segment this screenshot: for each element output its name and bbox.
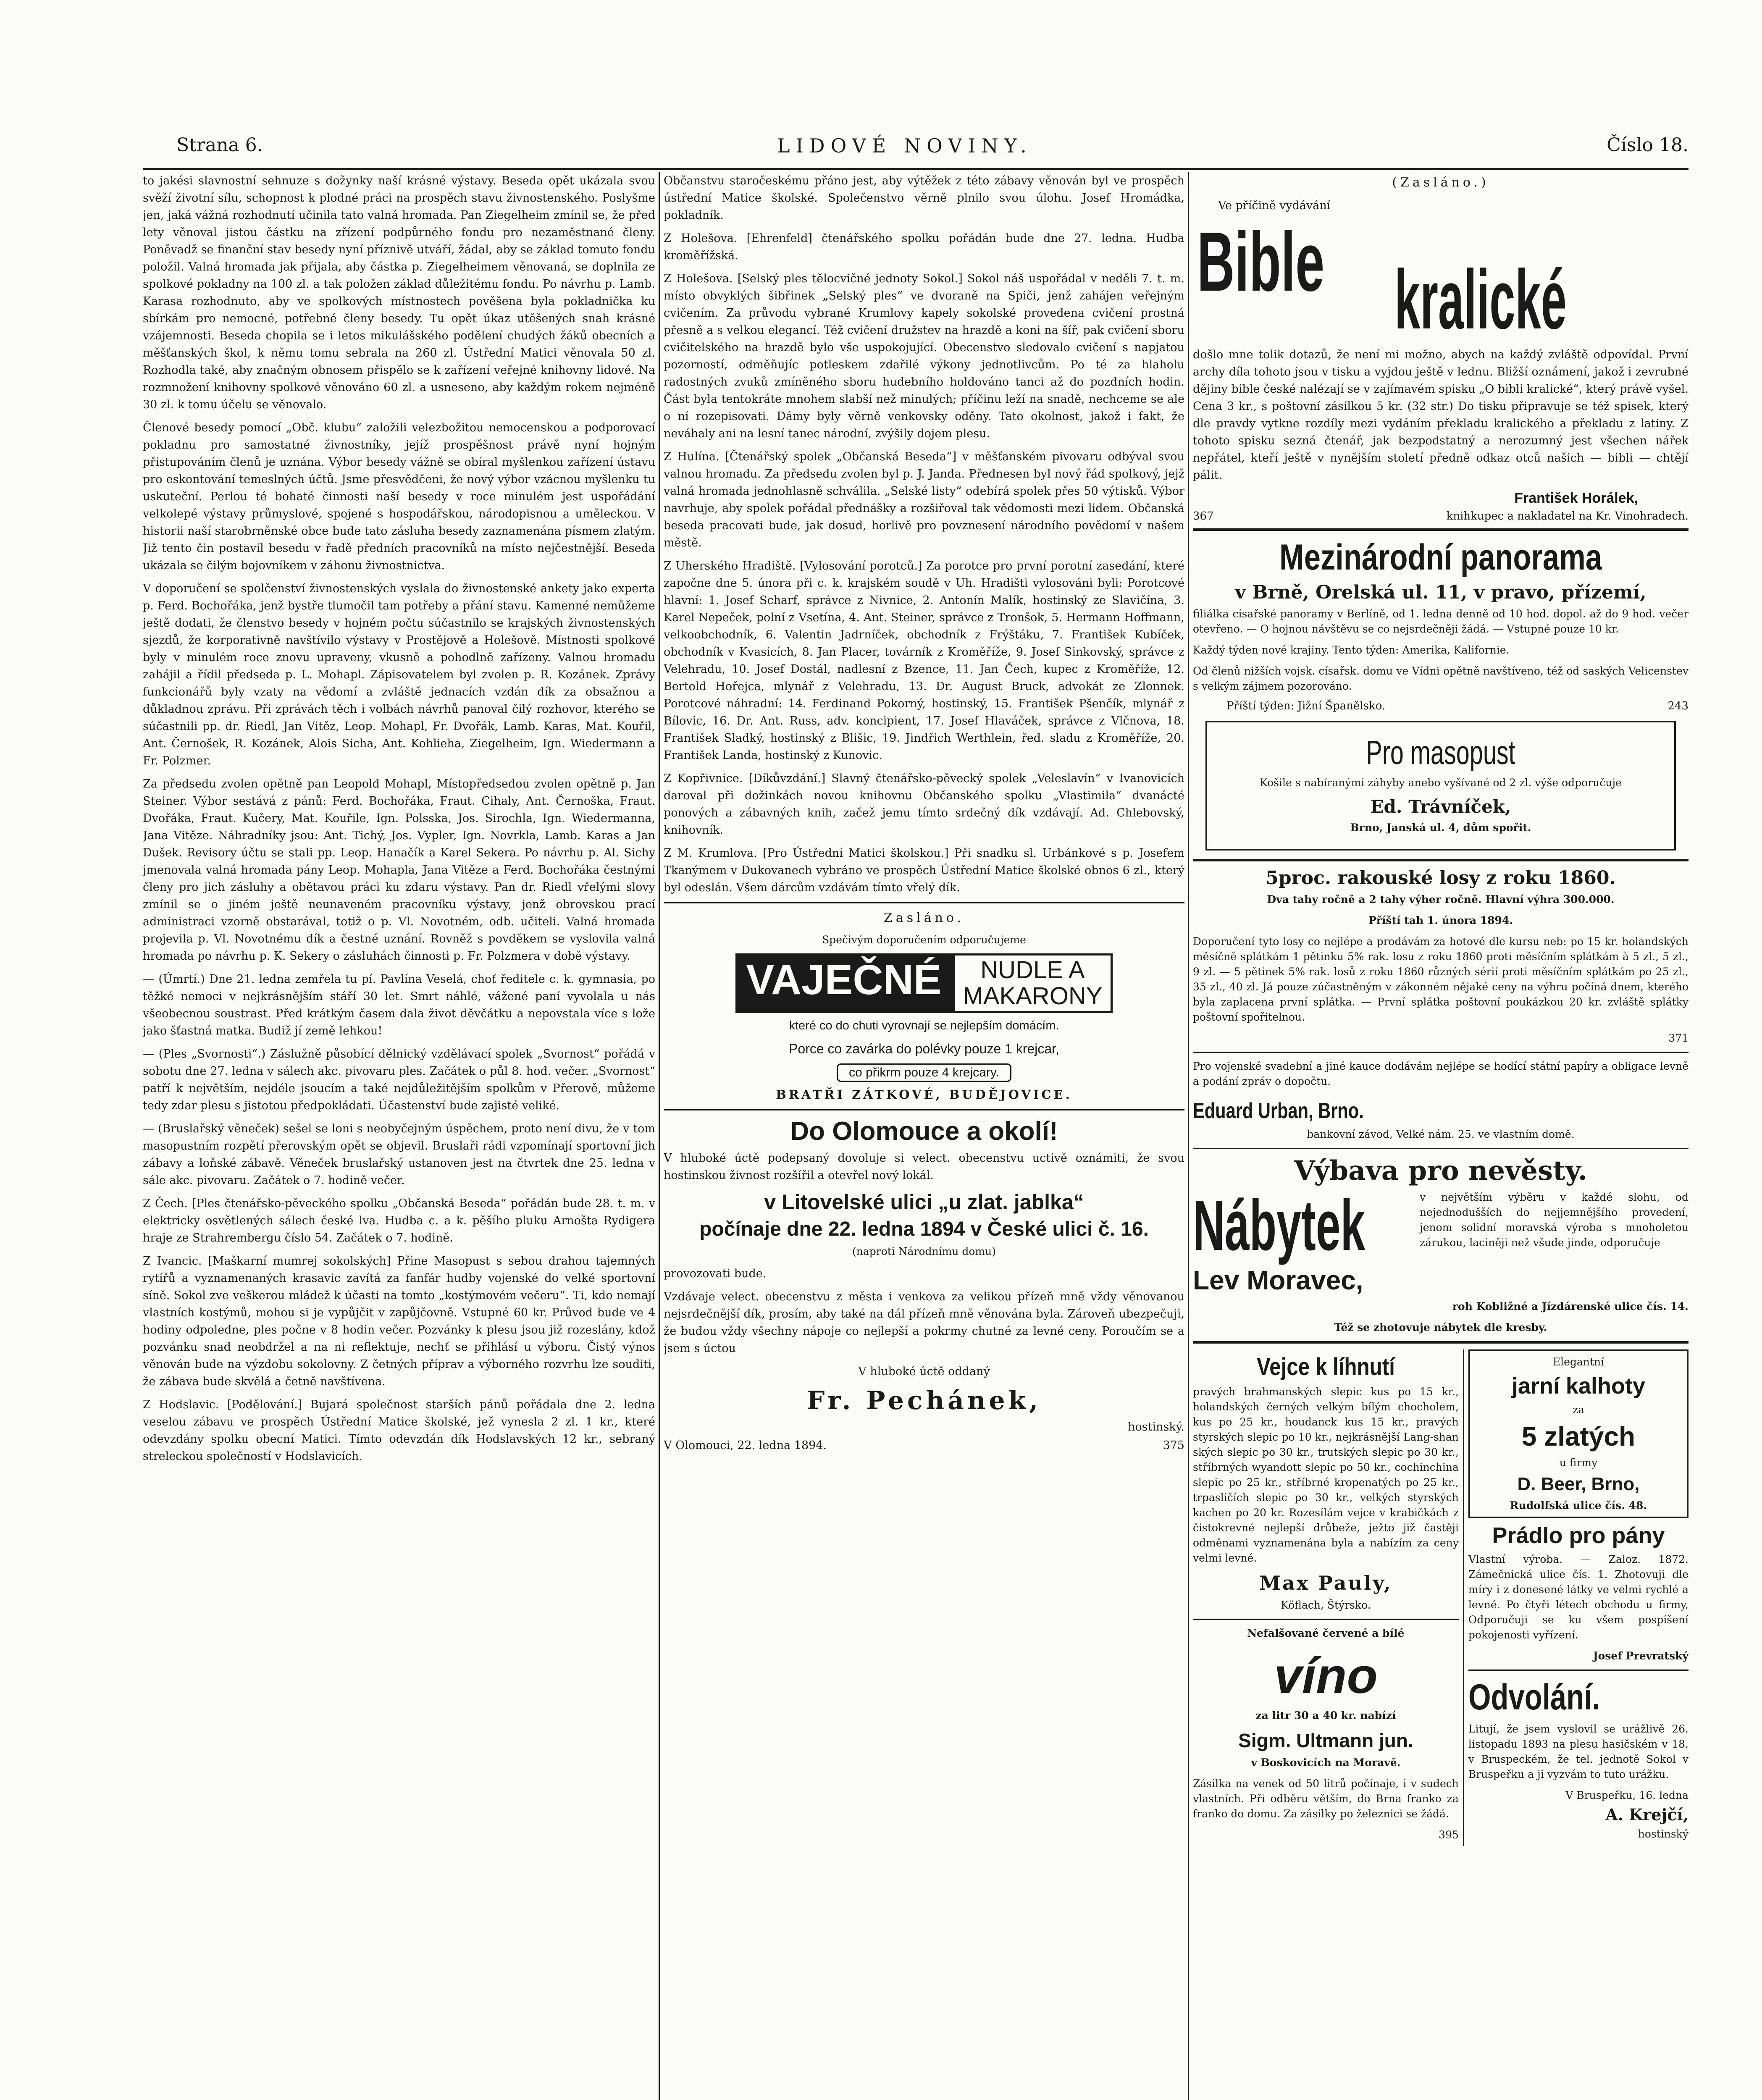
masopust-text: Košile s nabíranými záhyby anebo vyšívané od 2 zl. výše odporučuje — [1260, 777, 1622, 789]
nabytek-text: v největším výběru v každé slohu, od nejednodušších do nejjemnějšího provedení, jenom solidní moravská výroba s mnoholetou zárukou, laciněji než všude jinde, odporučuje — [1420, 1191, 1688, 1249]
page-header — [176, 134, 1688, 168]
olomouc-greeting: V hluboké úctě oddaný — [858, 1365, 990, 1378]
pradlo-name: Josef Prevratský — [1593, 1650, 1688, 1662]
issue-number: Číslo 18. — [1607, 134, 1688, 156]
olomouc-role: hostinský. — [1128, 1420, 1184, 1433]
ad-number: 243 — [1667, 700, 1688, 712]
panorama-title: Mezinárodní panorama — [1279, 537, 1602, 578]
column-middle — [664, 172, 1184, 2100]
bible-title — [1193, 215, 1688, 346]
masopust-address: Brno, Janská ul. 4, dům spořit. — [1350, 822, 1531, 834]
bible-title-word: kralické — [1394, 253, 1567, 346]
ultmann-text: Zásilka na venek od 50 litrů počínaje, i v sudech vlastních. Při odběru větším, do Brna franko za franko do domu. Za zásilky po železnici se žádá. — [1193, 1777, 1459, 1820]
article-paragraph: Z Kopřivnice. [Díkůvzdání.] Slavný čtenářsko-pěvecký spolek „Veleslavín“ v Ivanovicích daroval při dožinkách novou knihovnu Občanského spolku „Vlastimila“ dvanácté ponových a zábavných knih, začež jemu tímto srdečný dík vzdávají. Ad. Chlebovský, knihovník. — [664, 772, 1184, 837]
losy-title: 5proc. rakouské losy z roku 1860. — [1266, 867, 1616, 889]
article-paragraph: Z Hodslavic. [Podělování.] Bujará společnost starších pánů pořádala dne 2. ledna veselou zábavu ve prospěch Ústřední Matice školské, jež vynesla 2 zl. 1 kr., které odevzdány spolku obecní Matici. Tímto odevzdán dík Hodslavských 12 kr., sebraný streleckou společností v Hodslavicích. — [143, 1398, 655, 1463]
elegant-price: 5 zlatých — [1521, 1421, 1636, 1452]
vino-top: Nefalšované červené a bílé — [1247, 1627, 1405, 1639]
panorama-text: filiálka císařské panoramy v Berlíně, od 1. ledna denně od 10 hod. dopol. až do 9 hod. večer otevřeno. — O hojnou návštěvu se co nejsrdečněji žádá. — Vstupné pouze 10 kr. — [1193, 608, 1688, 635]
olomouc-note: (naproti Národnímu domu) — [852, 1245, 996, 1257]
article-paragraph: Občanstvu staročeskému přáno jest, aby výtěžek z této zábavy věnován byl ve prospěch ústřední Matice školské. Společenstvo věrně plnilo svou úlohu. Josef Hromádka, pokladník. — [664, 174, 1184, 222]
elegant-name: D. Beer, Brno, — [1517, 1474, 1640, 1494]
article-paragraph: V doporučení se spolčenství živnostenských vyslala do živnostenské ankety jako experta p. Ferd. Bochořáka, jenž bystře tlumočil tam potřeby a přání stavu. Kamenné nemůžeme ještě dodati, že členstvo besedy v hojném počtu súčastnilo se krajských živnostenských sjezdů, že korporativně navštívilo výstavy v Prostějově a Holešově. Místnosti spolkové byly v minulém roce znovu upraveny, vkusně a pohodlně zařízeny. Valnou hromadu zahájil a řídil předseda p. L. Mohapl. Zápisovatelem byl zvolen p. R. Kozánek. Zprávy funkcionářů byly vzaty na vědomí a zvláště jednacích vzdán dík za obsažnou a důkladnou zprávu. Při zprávách těch i volbách návrhů panoval čilý rozhovor, kterého se súčastnili pp. dr. Riedl, Jan Vitěz, Leop. Mohapl, Fr. Dvořák, Lamb. Karas, Mat. Kouřil, Ant. Černošek, R. Kozánek, Alois Sicha, Ant. Kohlieha, Ziegelheim, Ign. Wiedermann a Fr. Polzmer. — [143, 582, 655, 767]
article-paragraph: Z Holešova. [Selský ples tělocvičné jednoty Sokol.] Sokol náš uspořádal v neděli 7. t. m. místo obvyklých šibřinek „Selský ples“ ve dvoraně na Spiči, jenž zahájen veřejným cvičením. Za průvodu vybrané Krumlovy kapely sokolské provedena cvičení prostná přesně a s velkou elegancí. Též cvičení družstev na hrazdě a koni na šíř, pak cvičení sboru cvičitelského na hrazdě bylo vše uspokojující. Obecenstvo sledovalo cvičení s napjatou pozorností, odměňujíc potleskem zdařilé výkony jednotlivcům. Po té za hlaholu radostných zvuků zmíněného sboru hudebního holdováno tanci až do pozdních hodin. Část byla tentokráte mnohem slabší než minulých; příčinu leží na snadě, nechceme se ale o ní rozepisovati. Dámy byly věrně venkovsky oděny. Tato okolnost, jakož i fakt, že neváhaly ani na lesní tanec národní, zvýšily dojem plesu. — [664, 272, 1184, 440]
bible-intro: Ve příčině vydávání — [1218, 199, 1331, 212]
panorama-text: Od členů nižších vojsk. císařsk. domu ve Vídni opětně navštíveno, též od saských Velicenstev s velkým zájmem pozorováno. — [1193, 665, 1688, 692]
ad-subtitle: Spečivým doporučením odporučujeme — [822, 934, 1026, 946]
article-paragraph: Z Ivancic. [Maškarní mumrej sokolských] Přine Masopust s sebou drahou tajemných rytířů a vyznamenaných krasavic zavítá za fanfár hudby vojenské do velké sportovní síně. Sokol zve veškerou mládež k účasti na tomto „kostýmovém večeru“. Ti, kdo nemají vlastních kostýmů, mohou si je vypůjčit v zapůjčovně. Vstupné 60 kr. Průvod bude ve 4 hodiny odpoledne, ples počne v 8 hodin večer. Pozvánky k plesu jsou již rozeslány, kdož pozvánku snad neobdržel a na ni reflektuje, nechť se přihlásí u výboru. Čistý výnos věnován bude na výzdobu sokolovny. Z četných příprav a výborného rozvrhu lze souditi, že zábava bude skvělá a četně navštívena. — [143, 1255, 655, 1388]
urban-text: Pro vojenské svadební a jiné kauce dodávám nejlépe se hodící státní papíry a obligace levně a podání zpráv o dopočtu. — [1193, 1060, 1688, 1087]
masopust-title: Pro masopust — [1366, 734, 1515, 771]
article-paragraph: Z M. Krumlova. [Pro Ústřední Matici školskou.] Při snadku sl. Urbánkové s p. Josefem Tkanýmem v Dukovanech vybráno ve prospěch Ústřední Matice školské obnos 6 zl., který byl odeslán. Všem dárcům vzdávám tímto vřelý dík. — [664, 847, 1184, 894]
urban-name: Eduard Urban, Brno. — [1193, 1099, 1364, 1123]
nabytek-note: Též se zhotovuje nábytek dle kresby. — [1334, 1321, 1547, 1334]
ad-number: 371 — [1668, 1032, 1688, 1044]
urban-address: bankovní závod, Velké nám. 25. ve vlastním domě. — [1307, 1128, 1575, 1140]
nabytek-name: Lev Moravec, — [1193, 1265, 1363, 1295]
article-paragraph: — (Bruslařský věneček) sešel se loni s neobyčejným úspěchem, proto není divu, že v tom masopustním rozpětí přerovským opět se objevil. Bruslaři rádi vzpomínají sportovní jich zábavy a loňské zábavě. Věneček bruslařský ustanoven jest na čtvrtek dne 25. ledna v sále akc. pivovaru. Začátek o 7. hodině večer. — [143, 1122, 655, 1187]
nabytek-title: Nábytek — [1193, 1186, 1365, 1265]
odvolani-title: Odvolání. — [1468, 1677, 1600, 1717]
nudle-logo — [664, 953, 1184, 1013]
panorama-next: Příští týden: Jižní Španělsko. — [1226, 700, 1386, 712]
right-strip — [1463, 1349, 1688, 1846]
article-paragraph: Z Čech. [Ples čtenářsko-pěveckého spolku „Občanská Beseda“ pořádán bude 28. t. m. v elektricky osvětlených sálech české lva. Hudba c. a k. pěšího pluku Arnošta Rydigera hraje ze Strahrembergu číslo 54. Začátek o 7. hodině. — [143, 1197, 655, 1244]
section-rule — [1193, 528, 1688, 531]
column-divider — [1188, 172, 1189, 2100]
ultmann-name: Sigm. Ultmann jun. — [1238, 1730, 1413, 1751]
section-rule — [664, 1109, 1184, 1110]
olomouc-text: Vzdávaje velect. obecenstvu z města i venkova za velikou přízeň mně vždy věnovanou nejsrdečnější dík, prosím, aby také na dál přízeň mně věnována byla. Zároveň ubezpečuji, že budou vždy všechny nápoje co nejlepší a pokrmy chutné za levné ceny. Poroučím se a jsem s úctou — [664, 1290, 1184, 1355]
masopust-ad — [1205, 721, 1676, 850]
ad-number: 367 — [1193, 510, 1214, 522]
vino-title: víno — [1274, 1648, 1378, 1704]
vybava-title: Výbava pro nevěsty. — [1294, 1155, 1587, 1186]
olomouc-signature: Fr. Pechánek, — [806, 1386, 1042, 1415]
vino-text: za litr 30 a 40 kr. nabízí — [1255, 1709, 1396, 1722]
odvolani-text: Litují, že jsem vyslovil se urážlivě 26. listopadu 1893 na plesu hasičském v 18. v Bruspeckém, že tel. jednotě Sokol v Bruspeřku a ji vyzvám to tuto urážku. — [1468, 1723, 1688, 1780]
section-rule — [664, 902, 1184, 903]
nudle-logo-dark: VAJEČNÉ — [735, 953, 953, 1013]
panorama-address: v Brně, Orelská ul. 11, v pravo, přízemí, — [1235, 582, 1646, 603]
newspaper-title: LIDOVÉ NOVINY. — [777, 134, 1032, 157]
ad-price-pill: co přikrm pouze 4 krejcary. — [837, 1063, 1011, 1082]
page-number: Strana 6. — [176, 134, 263, 156]
column-divider — [659, 172, 660, 2100]
elegant-title: jarní kalhoty — [1511, 1373, 1645, 1399]
column-right — [1193, 172, 1688, 2100]
elegant-address: Rudolfská ulice čís. 48. — [1510, 1499, 1647, 1512]
section-rule — [1468, 1670, 1688, 1671]
column-left — [143, 172, 655, 2100]
header-rule — [143, 168, 1688, 170]
losy-text: Doporučení tyto losy co nejlépe a prodávám za hotové dle kursu neb: po 15 kr. holandských měsíčně splátkám 1 pětinku 5% rak. losu z roku 1860 proti měsíčním splátkám à 5 zl., 5 zl., 9 zl. — 5 pětinek 5% rak. losů z roku 1860 různých sérií proti měsíčním splátkám po 25 zl., 35 zl., 40 zl. Já pouze zúčastněným v zákonném nějaké ceny na výhru počíná dnem, kterého byla zaplacena první splátka. — První splátka poštovní poukázkou 20 kr. zvláště splátky poštovní spořitelnou. — [1193, 935, 1688, 1023]
losy-subtitle: Dva tahy ročně a 2 tahy výher ročně. Hlavní výhra 300.000. — [1267, 893, 1615, 906]
bible-signature: František Horálek, — [1514, 490, 1638, 506]
pradlo-text: Vlastní výroba. — Zaloz. 1872. Zámečnická ulice čís. 1. Zhotovuji dle míry i z donesené látky ve velmi rychlé a levné. Po čtyři létech obchodu u firmy, Odporučuji se ku všem pospíšení pokojenosti vyřízení. — [1468, 1553, 1688, 1641]
patty-address: Köflach, Štýrsko. — [1281, 1599, 1371, 1611]
bible-title-word: Bible — [1197, 215, 1325, 309]
vejce-ad — [1193, 1349, 1459, 1846]
ultmann-address: v Boskovicích na Moravě. — [1251, 1756, 1401, 1769]
nudle-logo-light — [953, 953, 1113, 1013]
elegant-za: za — [1572, 1404, 1584, 1416]
odvolani-name: A. Krejčí, — [1605, 1805, 1688, 1824]
elegant-top: Elegantní — [1552, 1356, 1604, 1368]
zaslano-heading: (Zasláno.) — [1392, 175, 1489, 190]
masopust-name: Ed. Trávníček, — [1370, 796, 1511, 817]
odvolani-role: hostinský — [1638, 1828, 1688, 1840]
article-paragraph: Z Holešova. [Ehrenfeld] čtenářského spolku pořádán bude dne 27. ledna. Hudba kroměřížská. — [664, 232, 1184, 262]
olomouc-date: počínaje dne 22. ledna 1894 v České ulici č. 16. — [699, 1218, 1149, 1240]
vejce-text: pravých brahmanských slepic kus po 15 kr., holandských černých velkým bílým chocholem, kus po 25 kr., houdanck kus 15 kr., pravých styrských slepic po 10 kr., nejkrásnější Lang-shan ských slepic po 30 kr., trutských slepic po 30 kr., stříbrných wyandott slepic po 50 kr., cochinchina slepic po 25 kr., stříbrné kropenatých po 25 kr., trpasličích slepic po 30 kr., velkých styrských kachen po 20 kr. Rozesílám vejce v krabičkách z čistokrevné nejlepší drůbeže, ježto již častěji odměnami vyznamenána byla a nabízím za ceny velmi levné. — [1193, 1386, 1459, 1564]
article-paragraph: — (Ples „Svornosti“.) Záslužně působící dělnický vzdělávací spolek „Svornost“ pořádá v sobotu dne 27. ledna v sálech akc. pivovaru ples. Začátek o půl 8. hod. večer. „Svornost“ patří k největším, nejdéle jsoucím a také nejdůležitějším spolkům v Přerově, můžeme tedy zdar plesu s jistotou předpokládati. Účastenství bude zajisté veliké. — [143, 1047, 655, 1112]
nudle-logo-line: MAKARONY — [963, 982, 1103, 1010]
ad-brand: BRATŘI ZÁTKOVÉ, BUDĚJOVICE. — [776, 1087, 1072, 1102]
ad-number: 375 — [1163, 1439, 1184, 1452]
elegant-firm: u firmy — [1559, 1457, 1598, 1469]
olomouc-street: v Litovelské ulici „u zlat. jablka“ — [764, 1190, 1084, 1214]
olomouc-text: provozovati bude. — [664, 1267, 767, 1280]
nudle-logo-line: NUDLE A — [980, 956, 1085, 984]
article-paragraph: Z Hulína. [Čtenářský spolek „Občanská Beseda“] v měšťanském pivovaru odbýval svou valnou hromadu. Za předsedu zvolen byl p. J. Janda. Přednesen byl nový řád spolkový, jejž valná hromada jednohlasně schválila. „Selské listy“ odebírá spolek přes 50 výtisků. Výbor navrhuje, aby spolek pořádal přednášky a rozšiřoval tak vědomosti mezi lidem. Občanská beseda pracovati bude, jak dosud, horlivě pro povznesení národního povědomí v našem městě. — [664, 450, 1184, 549]
bible-text: došlo mne tolik dotazů, že není mi možno, abych na každý zvláště odpovídal. První archy díla tohoto jsou v tisku a vyjdou ještě v lednu. Bližší oznámení, jakož i zevrubné dějiny bible české nalézají se v zajímavém spisku „O bibli kralické“, který právě vyšel. Cena 3 kr., s poštovní zásilkou 5 kr. (32 str.) Do tisku připravuje se též spisek, který dle pravdy vytkne rozdíly mezi vydáním překladu kralického a překladu z latiny. Z tohoto spisku sezná čtenář, jak bezpodstatný a nerozumný jest všechen nářek nepřátel, kteří ještě v nynějším století předně odkaz otců našich — bibli — chtějí pálit. — [1193, 348, 1688, 482]
article-paragraph: Z Uherského Hradiště. [Vylosování porotců.] Za porotce pro první porotní zasedání, které započne dne 5. února při c. k. krajském soudě v Uh. Hradišti vylosováni byli: Porotcové hlavní: 1. Josef Scharf, správce z Nivnice, 2. Antonín Malík, hostinský ze Slavičína, 3. Karel Nepeček, polní z Vsetína, 4. Ant. Steiner, správce z Tronšok, 5. Hermann Hoffmann, velkoobchodník, 6. Valentin Jadrníček, obchodník z Frýštáku, 7. František Kubíček, obchodník v Kvasicích, 8. Jan Placer, továrník z Kroměříže, 9. Josef Sinkovský, správce z Velehradu, 10. Josef Dostál, nadlesní z Bzence, 11. Jan Čech, kupec z Kroměříže, 12. Bertold Hořejca, mlynář z Velehradu, 13. Dr. August Bruck, advokát ze Zlonnek. Porotcové náhradní: 14. Ferdinand Pokorný, hostinský, 15. František Pšenčík, mlynář z Bílovic, 16. Dr. Ant. Russ, adv. koncipient, 17. Josef Hlaváček, správce z Vlčnova, 18. František Sladký, hostinský z Blišic, 19. Jindřich Werthlein, řed. sladu z Kroměříže, 20. František Landa, hostinský z Kunovic. — [664, 559, 1184, 762]
section-rule — [1193, 1619, 1459, 1620]
pradlo-title: Prádlo pro pány — [1492, 1523, 1665, 1548]
section-rule — [1193, 859, 1688, 861]
losy-subtitle: Příští tah 1. února 1894. — [1368, 914, 1513, 927]
bible-signature-role: knihkupec a nakladatel na Kr. Vinohradech. — [1446, 510, 1688, 522]
panorama-week: Každý týden nové krajiny. Tento týden: Amerika, Kalifornie. — [1193, 644, 1510, 656]
zaslano-heading: Zasláno. — [884, 911, 964, 925]
article-paragraph: — (Úmrtí.) Dne 21. ledna zemřela tu pí. Pavlína Veselá, choť ředitele c. k. gymnasia, po těžké nemoci v nejkrásnějším stáří 30 let. Smrt náhlé, vážené paní vyvolala u nás všeobecnou soustrast. Před krátkým časem dala život děvčátku a nepovstala více s lože jako šťastná matka. Budiž jí země lehkou! — [143, 973, 655, 1037]
article-paragraph: Za předsedu zvolen opětně pan Leopold Mohapl, Místopředsedou zvolen opětně p. Jan Steiner. Výbor sestává z pánů: Ferd. Bochořáka, Fraut. Cihaly, Ant. Černoška, Fraut. Dvořáka, Fraut. Kučery, Mat. Kouřile, Ign. Polsska, Jos. Sirochla, Ign. Wiedermanna, Jana Vitěze. Náhradníky jsou: Ant. Tichý, Jos. Vypler, Ign. Novrkla, Lamb. Karas a Jan Dušek. Revisory účtu se stali pp. Leop. Hanačík a Karel Sekera. Po návrhu p. Al. Sichy jmenovala valná hromada pány Leop. Mohapla, Jana Vitěze a Ferd. Bochořáka čestnými členy pro jich zásluhy a obětavou práci ku zdaru výstavy. Pan dr. Riedl vřelými slovy zmínil se o jiném ještě neunaveném pracovníku výstavy, jenž obrovskou prací administraci vzorně obstarával, totiž o p. Vl. Novotném, odb. učiteli. Valná hromada projevila p. Vl. Novotnému dík a čestné uznání. Rovněž s povděkem se vyslovila valná hromada po návrhu p. K. Sekery o zásluhách činnosti p. Fr. Polzmera v době výstavy. — [143, 777, 655, 963]
section-rule — [1193, 1052, 1688, 1053]
article-paragraph: Členové besedy pomocí „Obč. klubu“ založili velezbožitou nemocenskou a podporovací pokladnu pro samostatné živnostníky, jejíž prospěšnost právě nyní hojným přistupováním členů je uznána. Výbor besedy vážně se obíral myšlenkou zařízení ústavu pro eskontování temeslných účtů. Jsme přesvědčeni, že nový výbor vzácnou myšlenku tu uskuteční. Perlou té bohaté činnosti naší besedy v roce minulém jest uspořádání velkolepé výstavy průmyslové, spojené s hospodářskou, národopisnou a uměleckou. V historii naší starobrněnské obce bude tato zásluha besedy zaznamenána písmem zlatým. Již tento čin postavil besedu v řadě předních pracovníků na místo nejčestnější. Beseda ukázala se čilým bojovníkem v záhonu živnostnictva. — [143, 421, 655, 572]
article-paragraph: to jakési slavnostní sehnuze s dožynky naší krásné výstavy. Beseda opět ukázala svou svěží životní sílu, schopnost k plodné práci na prospěch stavu živnostenského. Poslyšme jen, jaká vážná rozhodnutí učinila tato valná hromada. Pan Ziegelheim zmínil se, že před lety věnoval jistou částku na zřízení podpůrného fondu pro nezaměstnané členy. Poněvadž se finanční stav besedy nyní příznivě utváří, žádal, aby se základ tomuto fondu položil. Valná hromada jak přijala, aby částka p. Ziegelheimem věnovaná, se doplnila ze spolkové pokladny na 100 zl. a tak položen základ důležitému fondu. Po návrhu p. Lamb. Karasa rozhodnuto, aby ve spolkových místnostech pověšena byla pokladnička ku sbírkám pro nemocné, potřebné členy besedy. Tu opět úkaz utěšených snah krásné vzájemnosti. Beseda chopila se i letos mikulášského podělení chudých žáků obecních a měšťanských škol, k němu tomu sebrala na 260 zl. Ústřední Matici věnovala 50 zl. Rozhodla také, aby značným obnosem přispělo se k zařízení veřejné knihovny lidové. Na rozmnožení knihovny spolkové věnováno 60 zl. a usneseno, aby každým rokem nejméně 30 zl. k tomu účelu se věnovalo. — [143, 174, 655, 411]
section-rule — [1193, 1341, 1688, 1344]
elegant-ad — [1468, 1349, 1688, 1518]
olomouc-text: V hluboké úctě podepsaný dovoluje si velect. obecenstvu uctivě oznámiti, že svou hostinskou živnost rozšířil a otevřel nový lokál. — [664, 1152, 1184, 1182]
ad-text: které co do chuti vyrovnají se nejlepším domácím. — [789, 1019, 1059, 1032]
section-rule — [1193, 1148, 1688, 1149]
olomouc-title: Do Olomouce a okolí! — [790, 1117, 1058, 1146]
ad-number: 395 — [1439, 1829, 1459, 1841]
olomouc-place-date: V Olomouci, 22. ledna 1894. — [664, 1439, 827, 1452]
vejce-title: Vejce k líhnutí — [1257, 1353, 1395, 1381]
odvolani-place: V Bruspeřku, 16. ledna — [1565, 1789, 1688, 1801]
nabytek-address: roh Kobližné a Jízdárenské ulice čís. 14. — [1452, 1300, 1688, 1312]
ad-text: Porce co zavárka do polévky pouze 1 krejcar, — [789, 1041, 1059, 1056]
patty-name: Max Pauly, — [1259, 1572, 1392, 1594]
